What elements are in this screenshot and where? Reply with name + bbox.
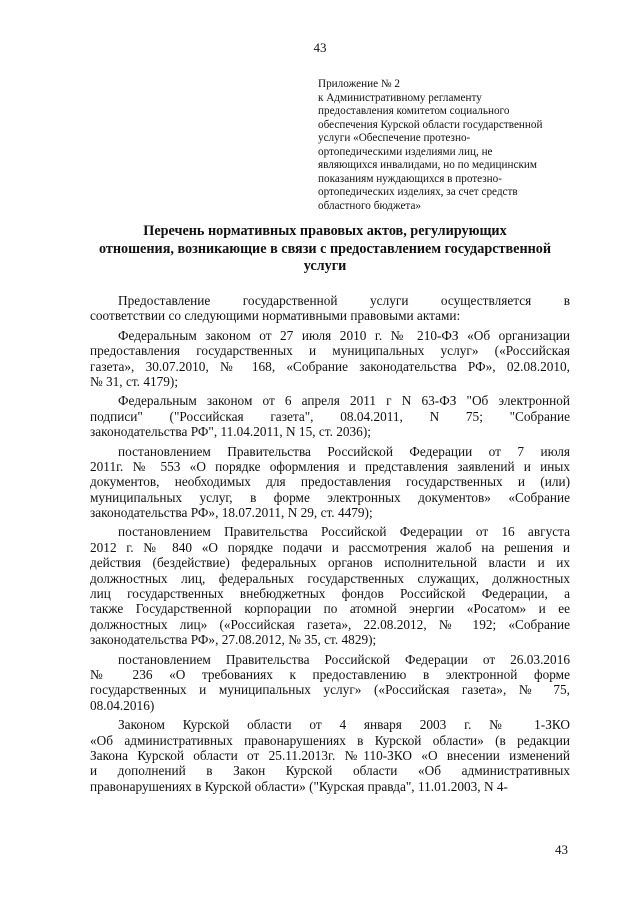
appendix-line: показаниям нуждающихся в протезно- xyxy=(318,172,502,185)
paragraph-line: Предоставление государственной услуги осуществляется в xyxy=(118,293,570,308)
paragraph-line: соответствии со следующими нормативными правовыми актами: xyxy=(90,308,461,324)
page-number-top: 43 xyxy=(313,40,327,55)
page-number-bottom: 43 xyxy=(555,842,568,857)
paragraph-line: государственных и муниципальных услуг» («Российская газета», № 75, xyxy=(90,682,570,698)
paragraph-line: должностных лиц» («Российская газета», 22.08.2012, № 192; «Собрание xyxy=(90,616,570,632)
paragraph-line: «Об административных правонарушениях в Курской области» (в редакции xyxy=(90,732,570,748)
appendix-line: услуги «Обеспечение протезно- xyxy=(318,132,471,144)
paragraph-line: № 236 «О требованиях к предоставлению в электронной форме xyxy=(90,666,570,682)
paragraph xyxy=(90,524,570,647)
paragraph xyxy=(90,328,570,390)
appendix-line: Приложение № 2 xyxy=(318,78,400,90)
paragraph xyxy=(90,652,570,714)
title-line: услуги xyxy=(303,258,347,274)
appendix-line: к Административному регламенту xyxy=(318,91,482,104)
appendix-line: ортопедическими изделиями лиц, не xyxy=(318,145,493,158)
paragraph-line: подписи" ("Российская газета", 08.04.2011, N 75; "Собрание xyxy=(90,408,570,424)
document-body xyxy=(90,293,570,798)
paragraph-line: предоставления государственных и муниципальных услуг» («Российская xyxy=(90,343,570,359)
title-line: отношения, возникающие в связи с предоставлением государственной xyxy=(98,240,552,257)
paragraph-line: постановлением Правительства Российской Федерации от 26.03.2016 xyxy=(118,651,570,667)
paragraph-line: документов, необходимых для предоставления государственных и (или) xyxy=(90,474,570,490)
paragraph xyxy=(90,717,570,794)
paragraph-line: законодательства РФ», 27.08.2012, № 35, ст. 4829); xyxy=(90,632,377,648)
appendix-line: ортопедических изделиях, за счет средств xyxy=(318,186,518,198)
paragraph-line: действия (бездействие) федеральных органов исполнительной власти и их xyxy=(90,555,570,571)
paragraph-line: газета», 30.07.2010, № 168, «Собрание законодательства РФ», 02.08.2010, xyxy=(90,358,570,374)
paragraph-line: муниципальных услуг, в форме электронных документов» «Собрание xyxy=(90,489,570,505)
paragraph-line: законодательства РФ», 18.07.2011, N 29, ст. 4479); xyxy=(90,505,373,521)
paragraph-line: Закона Курской области от 25.11.2013г. №110-ЗКО «О внесении изменений xyxy=(90,747,570,763)
appendix-line: областного бюджета» xyxy=(318,199,421,212)
paragraph-line: также Государственной корпорации по атомной энергии «Росатом» и ее xyxy=(90,601,570,617)
paragraph-line: Федеральным законом от 6 апреля 2011 г N 63-ФЗ "Об электронной xyxy=(118,393,570,409)
paragraph-line: 08.04.2016) xyxy=(90,697,155,713)
document-title xyxy=(80,223,570,276)
paragraph-line: Федеральным законом от 27 июля 2010 г. № 210-ФЗ «Об организации xyxy=(118,327,570,343)
paragraph-line: Законом Курской области от 4 января 2003 г. № 1-ЗКО xyxy=(118,717,570,733)
appendix-line: предоставления комитетом социального xyxy=(318,105,510,117)
title-line: Перечень нормативных правовых актов, регулирующих xyxy=(143,223,507,239)
paragraph-line: № 31, ст. 4179); xyxy=(90,373,179,389)
paragraph-line: правонарушениях в Курской области» ("Курская правда", 11.01.2003, N 4- xyxy=(90,778,508,794)
paragraph-line: законодательства РФ", 11.04.2011, N 15, ст. 2036); xyxy=(90,424,371,440)
paragraph-line: 2012 г. № 840 «О порядке подачи и рассмотрения жалоб на решения и xyxy=(90,539,570,555)
paragraph-line: постановлением Правительства Российской Федерации от 7 июля xyxy=(118,443,570,459)
appendix-line: обеспечения Курской области государственной xyxy=(318,118,543,131)
appendix-note xyxy=(318,78,590,213)
appendix-line: являющихся инвалидами, но по медицинским xyxy=(318,159,537,171)
paragraph-line: лиц государственных внебюджетных фондов Российской Федерации, а xyxy=(90,586,570,602)
paragraph-line: постановлением Правительства Российской Федерации от 16 августа xyxy=(118,524,570,540)
paragraph xyxy=(90,293,570,324)
paragraph-line: 2011г. № 553 «О порядке оформления и представления заявлений и иных xyxy=(90,458,570,474)
paragraph xyxy=(90,393,570,439)
paragraph xyxy=(90,444,570,521)
paragraph-line: и дополнений в Закон Курской области «Об административных xyxy=(90,763,570,779)
paragraph-line: должностных лиц, федеральных государственных служащих, должностных xyxy=(90,570,570,586)
